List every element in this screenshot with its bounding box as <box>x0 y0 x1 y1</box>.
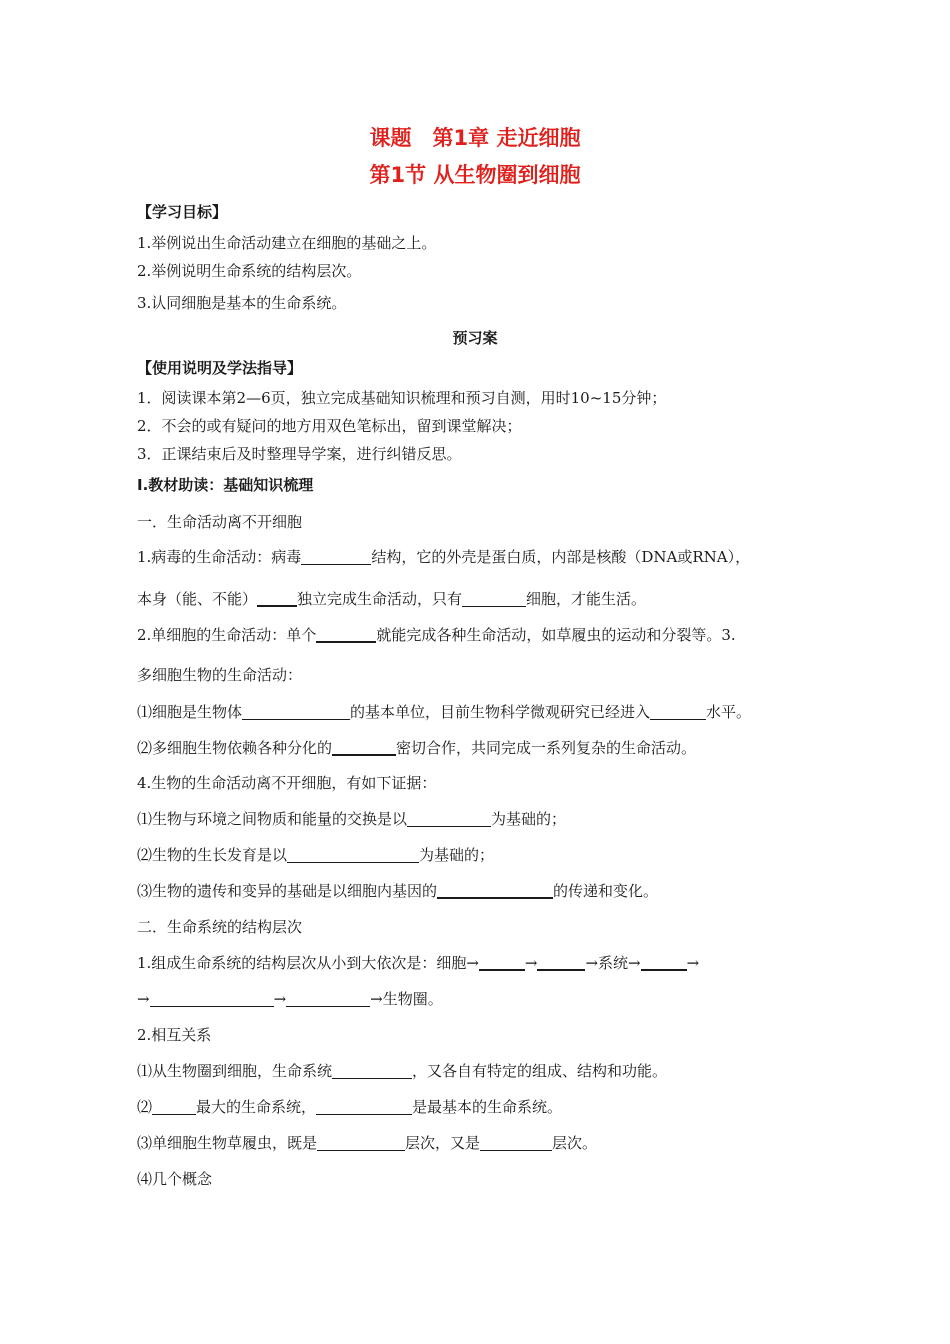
instruction-item-2: 2．不会的或有疑问的地方用双色笔标出，留到课堂解决； <box>137 417 522 435</box>
blank-organ[interactable] <box>537 955 585 971</box>
instructions-heading: 【使用说明及学法指导】 <box>137 359 303 377</box>
differentiated-cells-line: ⑵多细胞生物依赖各种分化的 密切合作，共同完成一系列复杂的生命活动。 <box>137 739 697 757</box>
instruction-item-1: 1．阅读课本第2—6页，独立完成基础知识梳理和预习自测，用时10~15分钟； <box>137 389 667 407</box>
blank-differentiated-cells[interactable] <box>332 740 396 756</box>
blank-basic-system[interactable] <box>316 1100 412 1115</box>
blank-population[interactable] <box>150 992 274 1007</box>
objectives-heading: 【学习目标】 <box>137 203 228 221</box>
evidence-heading: 4.生物的生命活动离不开细胞，有如下证据： <box>137 774 437 792</box>
blank-can-or-cannot[interactable] <box>257 591 297 607</box>
objective-item-2: 2.举例说明生命系统的结构层次。 <box>137 262 362 280</box>
objective-item-3: 3.认同细胞是基本的生命系统。 <box>137 294 347 312</box>
blank-metabolism[interactable] <box>407 812 491 827</box>
instruction-item-3: 3．正课结束后及时整理导学案，进行纠错反思。 <box>137 445 462 463</box>
blank-virus-structure[interactable] <box>301 550 371 565</box>
blank-community-ecosystem[interactable] <box>286 992 370 1007</box>
multicellular-heading: 多细胞生物的生命活动： <box>137 666 303 684</box>
subsection-2-heading: 二．生命系统的结构层次 <box>137 918 303 936</box>
relationship-item-1: ⑴从生物圈到细胞，生命系统 ，又各自有特定的组成、结构和功能。 <box>137 1062 668 1080</box>
evidence-item-1: ⑴生物与环境之间物质和能量的交换是以 为基础的； <box>137 810 567 828</box>
title-line-2: 第1节 从生物圈到细胞 <box>369 163 581 187</box>
objective-item-1: 1.举例说出生命活动建立在细胞的基础之上。 <box>137 234 437 252</box>
relationship-heading: 2.相互关系 <box>137 1026 212 1044</box>
relationship-item-2: ⑵ 最大的生命系统， 是最基本的生命系统。 <box>137 1098 563 1116</box>
virus-line: 1.病毒的生命活动：病毒 结构，它的外壳是蛋白质，内部是核酸（DNA或RNA）， <box>137 548 751 566</box>
blank-growth-basis[interactable] <box>287 848 419 863</box>
hierarchy-line-1: 1.组成生命系统的结构层次从小到大依次是：细胞→ → →系统→ → <box>137 954 700 972</box>
section1-heading: Ⅰ.教材助读：基础知识梳理 <box>137 476 314 494</box>
evidence-item-2: ⑵生物的生长发育是以 为基础的； <box>137 846 495 864</box>
subsection-1-heading: 一．生命活动离不开细胞 <box>137 513 303 531</box>
blank-individual[interactable] <box>641 955 687 971</box>
evidence-item-3: ⑶生物的遗传和变异的基础是以细胞内基因的 的传递和变化。 <box>137 882 659 900</box>
blank-molecular-level[interactable] <box>650 705 706 720</box>
blank-single-cell[interactable] <box>316 627 376 643</box>
blank-tissue[interactable] <box>479 955 525 971</box>
concepts-heading: ⑷几个概念 <box>137 1170 213 1188</box>
blank-largest-system[interactable] <box>152 1100 196 1115</box>
blank-structure-function[interactable] <box>242 705 350 720</box>
unicellular-line: 2.单细胞的生命活动：单个 就能完成各种生命活动，如草履虫的运动和分裂等。3. <box>137 626 736 644</box>
blank-living-cells[interactable] <box>462 592 526 607</box>
title-line-1: 课题 第1章 走近细胞 <box>369 126 581 150</box>
relationship-item-3: ⑶单细胞生物草履虫，既是 层次，又是 层次。 <box>137 1134 598 1152</box>
virus-line-2: 本身（能、不能） 独立完成生命活动，只有 细胞，才能生活。 <box>137 590 647 608</box>
blank-cell-level[interactable] <box>317 1136 405 1151</box>
cell-unit-line: ⑴细胞是生物体 的基本单位，目前生物科学微观研究已经进入 水平。 <box>137 703 752 721</box>
blank-layered-connection[interactable] <box>332 1064 412 1079</box>
hierarchy-line-2: → → →生物圈。 <box>137 990 443 1008</box>
blank-individual-level[interactable] <box>480 1136 552 1151</box>
preview-title: 预习案 <box>452 329 498 347</box>
blank-gene-transmission[interactable] <box>437 883 553 899</box>
